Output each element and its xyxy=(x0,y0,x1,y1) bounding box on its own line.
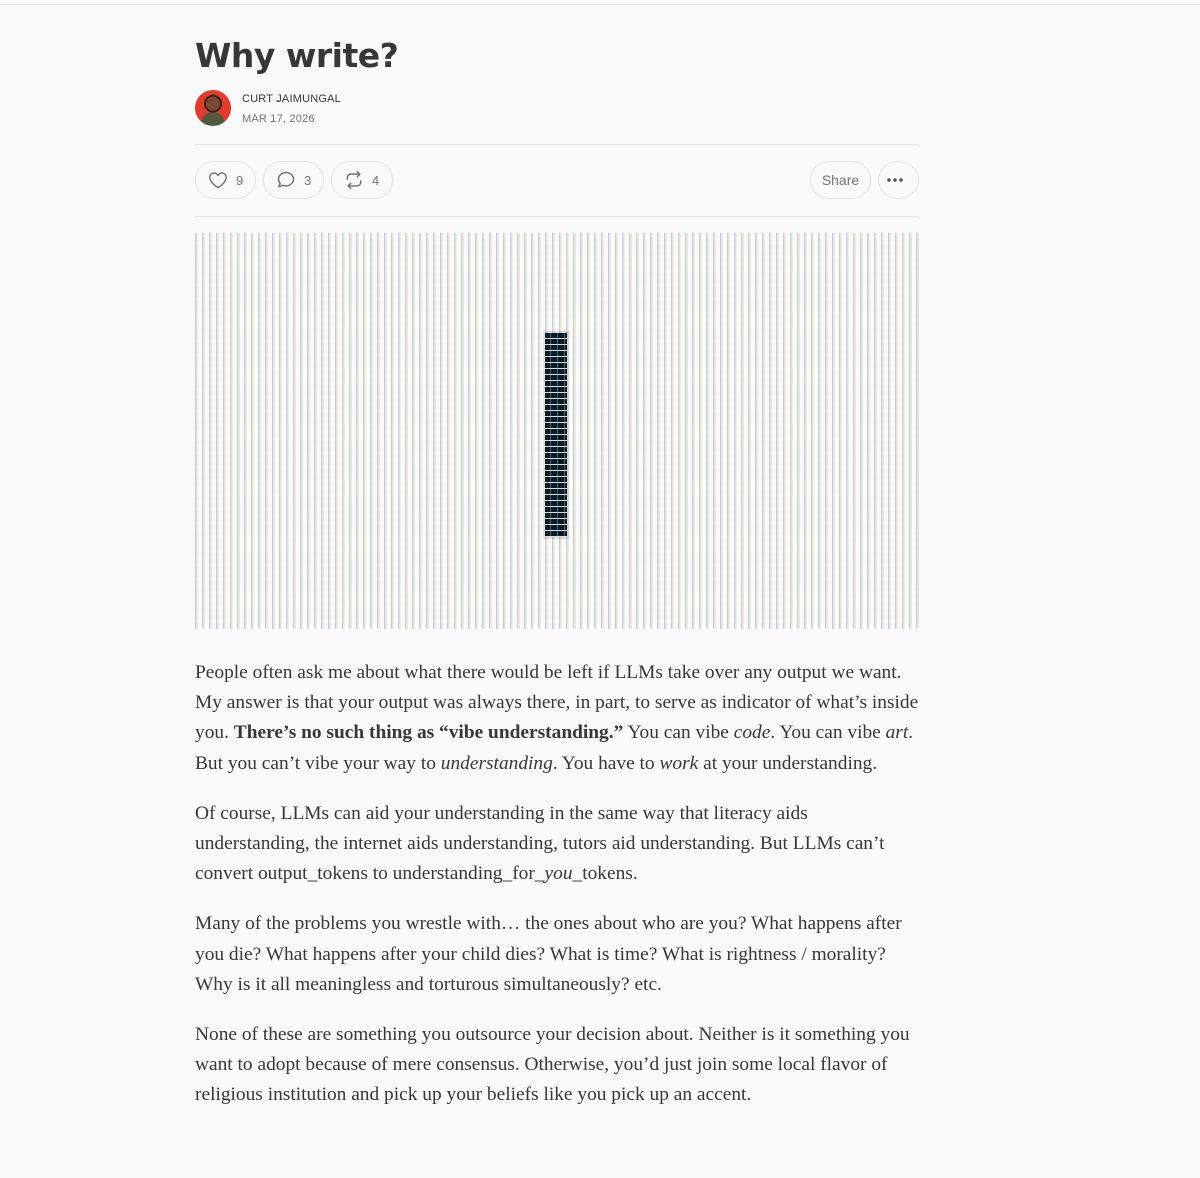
share-button[interactable]: Share xyxy=(810,161,871,199)
comment-count: 3 xyxy=(304,172,312,188)
restack-button[interactable] xyxy=(331,161,393,199)
like-count: 9 xyxy=(236,172,244,188)
divider xyxy=(195,144,919,145)
post-body xyxy=(195,658,919,1131)
like-button[interactable] xyxy=(195,161,256,199)
paragraph: Of course, LLMs can aid your understanding in the same way that literacy aids understanding, the internet aids understanding, tutors aid understanding. But LLMs can’t convert output_tokens to understanding_for_you_tokens. xyxy=(195,802,885,885)
top-divider xyxy=(0,4,1200,5)
post-title: Why write? xyxy=(195,36,399,75)
text-cursor-graphic xyxy=(545,333,567,537)
post-date: MAR 17, 2026 xyxy=(242,113,315,125)
comment-button[interactable] xyxy=(263,161,324,199)
heart-icon xyxy=(208,171,236,189)
image-seam xyxy=(765,233,767,629)
paragraph: None of these are something you outsource your decision about. Neither is it something you want to adopt because of mere consensus. Otherwise, you’d just join some local flavor of religious institution and pick up your beliefs like you pick up an accent. xyxy=(195,1024,910,1106)
ellipsis-icon xyxy=(886,177,912,183)
byline xyxy=(195,90,919,130)
paragraph: People often ask me about what there would be left if LLMs take over any output we want. My answer is that your output was always there, in part, to serve as indicator of what’s inside you. There’s no such thing as “vibe understanding.” You can vibe code. You can vibe art. But you can’t vibe your way to understanding. You have to work at your understanding. xyxy=(195,662,919,774)
more-options-button[interactable] xyxy=(878,161,919,199)
paragraph: Many of the problems you wrestle with… the ones about who are you? What happens after you die? What happens after your child dies? What is time? What is rightness / morality? Why is it all meaningless and torturous simultaneously? etc. xyxy=(195,913,902,995)
restack-count: 4 xyxy=(372,172,380,188)
hero-image[interactable] xyxy=(195,233,919,629)
bold-text: There’s no such thing as “vibe understanding.” xyxy=(233,722,624,744)
speech-bubble-icon xyxy=(276,170,304,190)
author-avatar[interactable] xyxy=(195,90,231,126)
restack-arrows-icon xyxy=(344,170,372,190)
divider xyxy=(195,216,919,217)
author-name[interactable]: CURT JAIMUNGAL xyxy=(242,93,341,105)
post-actions xyxy=(195,161,919,201)
